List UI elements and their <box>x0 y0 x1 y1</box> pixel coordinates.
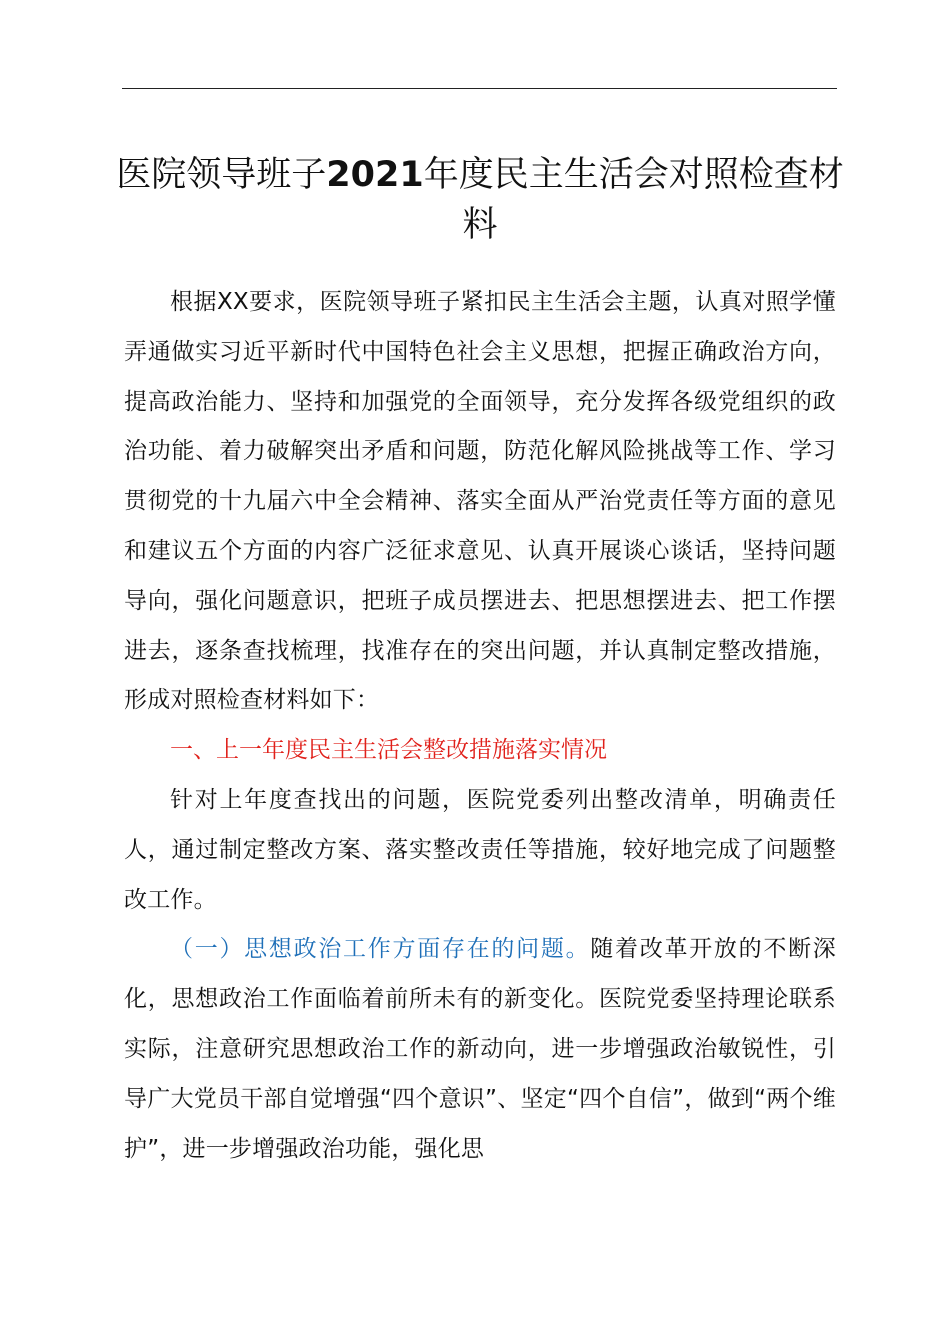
intro-paragraph: 根据XX要求，医院领导班子紧扣民主生活会主题，认真对照学懂弄通做实习近平新时代中国特色社会主义思想，把握正确政治方向，提高政治能力、坚持和加强党的全面领导，充分发挥各级党组织的政治功能、着力破解突出矛盾和问题，防范化解风险挑战等工作、学习贯彻党的十九届六中全会精神、落实全面从严治党责任等方面的意见和建议五个方面的内容广泛征求意见、认真开展谈心谈话，坚持问题导向，强化问题意识，把班子成员摆进去、把思想摆进去、把工作摆进去，逐条查找梳理，找准存在的突出问题，并认真制定整改措施，形成对照检查材料如下： <box>124 289 836 714</box>
title-year: 2021 <box>326 155 424 195</box>
subsection-1-paragraph <box>124 925 836 1174</box>
header-rule <box>122 88 837 89</box>
title-part-1: 医院领导班子 <box>116 155 327 195</box>
subsection-1-heading: （一）思想政治工作方面存在的问题。 <box>170 936 591 963</box>
document-body <box>124 278 836 1174</box>
title-part-2: 年度民主生活会对照检查材料 <box>423 155 844 245</box>
section-1-heading: 一、上一年度民主生活会整改措施落实情况 <box>170 737 607 764</box>
section-1-paragraph: 针对上年度查找出的问题，医院党委列出整改清单，明确责任人，通过制定整改方案、落实整改责任等措施，较好地完成了问题整改工作。 <box>124 786 836 913</box>
subsection-1-text: 随着改革开放的不断深化，思想政治工作面临着前所未有的新变化。医院党委坚持理论联系实际，注意研究思想政治工作的新动向，进一步增强政治敏锐性，引导广大党员干部自觉增强“四个意识”、坚定“四个自信”，做到“两个维护”，进一步增强政治功能，强化思 <box>124 936 837 1162</box>
document-title <box>100 150 860 250</box>
